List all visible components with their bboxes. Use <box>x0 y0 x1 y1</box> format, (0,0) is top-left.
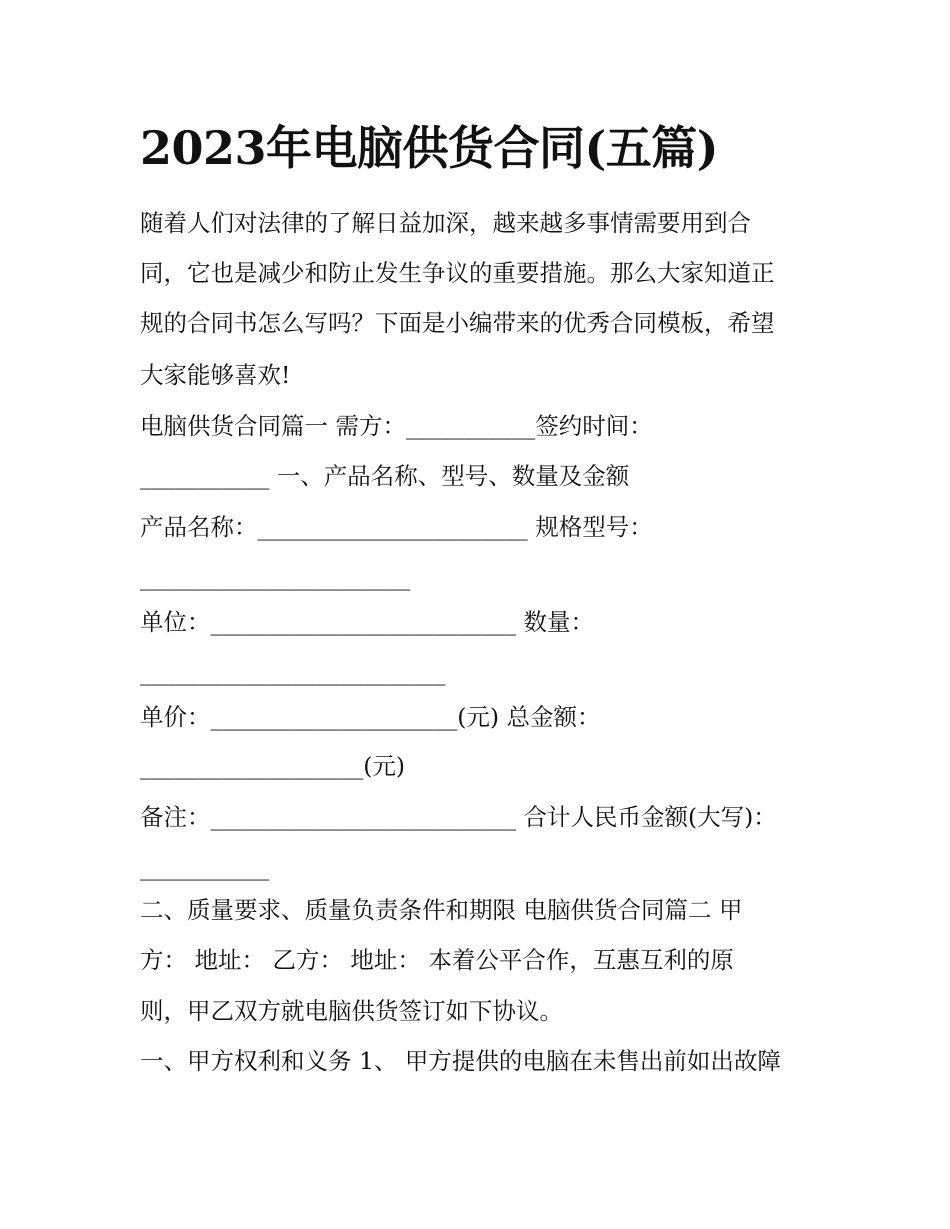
paragraph-line: 单位：__________________________ 数量： <box>140 608 594 636</box>
paragraph-line: 单价：_____________________(元) 总金额： <box>140 703 601 731</box>
paragraph-line: ___________________(元) <box>140 752 406 780</box>
paragraph-line: 一、甲方权利和义务 1、 甲方提供的电脑在未售出前如出故障 <box>140 1047 781 1075</box>
paragraph-line: _______________________ <box>140 563 411 591</box>
paragraph-line: 规的合同书怎么写吗？下面是小编带来的优秀合同模板，希望 <box>140 309 775 337</box>
paragraph-line: 产品名称：_______________________ 规格型号： <box>140 513 653 541</box>
paragraph-line: __________________________ <box>140 658 446 686</box>
paragraph-line: 大家能够喜欢! <box>140 361 291 389</box>
document-title: 2023年电脑供货合同(五篇) <box>140 121 719 175</box>
paragraph-line: 则，甲乙双方就电脑供货签订如下协议。 <box>140 997 563 1025</box>
paragraph-line: 随着人们对法律的了解日益加深，越来越多事情需要用到合 <box>140 209 751 237</box>
paragraph-line: 备注：__________________________ 合计人民币金额(大写)： <box>140 803 777 831</box>
paragraph-line: 二、质量要求、质量负责条件和期限 电脑供货合同篇二 甲 <box>140 896 743 924</box>
paragraph-line: 电脑供货合同篇一 需方：___________签约时间： <box>140 412 653 440</box>
paragraph-line: 方： 地址： 乙方： 地址： 本着公平合作，互惠互利的原 <box>140 946 734 974</box>
paragraph-line: ___________ <box>140 853 270 881</box>
paragraph-line: ___________ 一、产品名称、型号、数量及金额 <box>140 462 630 490</box>
paragraph-line: 同，它也是减少和防止发生争议的重要措施。那么大家知道正 <box>140 259 775 287</box>
